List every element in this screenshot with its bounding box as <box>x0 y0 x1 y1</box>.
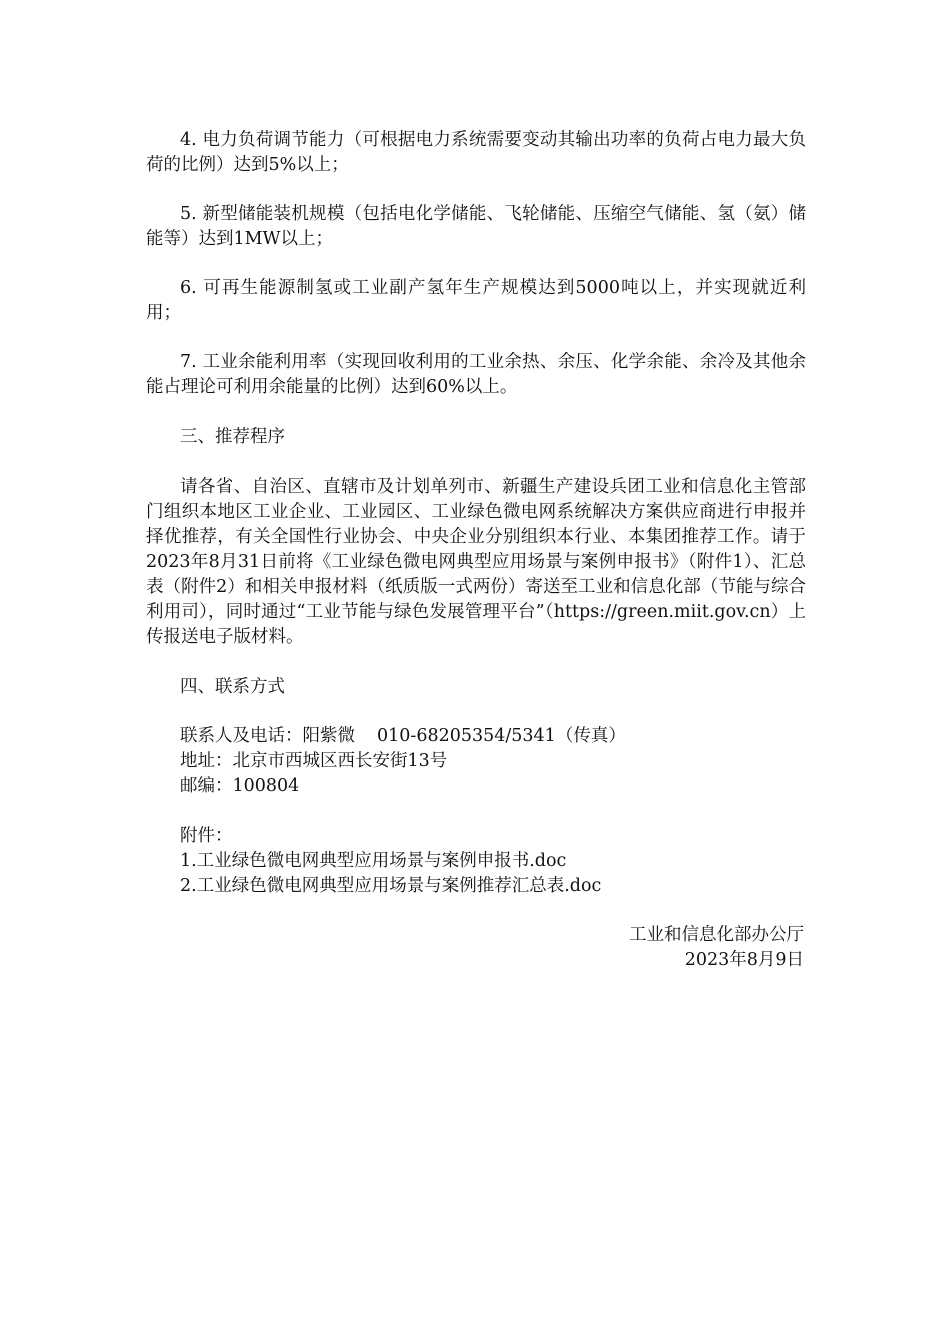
attachment-file-2[interactable]: 2.工业绿色微电网典型应用场景与案例推荐汇总表.doc <box>180 876 602 896</box>
procedure-paragraph: 请各省、自治区、直辖市及计划单列市、新疆生产建设兵团工业和信息化主管部门组织本地区工业企业、工业园区、工业绿色微电网系统解决方案供应商进行申报并择优推荐，有关全国性行业协会、中央企业分别组织本行业、本集团推荐工作。请于2023年8月31日前将《工业绿色微电网典型应用场景与案例申报书》（附件1）、汇总表（附件2）和相关申报材料（纸质版一式两份）寄送至工业和信息化部（节能与综合利用司），同时通过“工业节能与绿色发展管理平台”（https://green.miit.gov.cn）上传报送电子版材料。 <box>146 477 806 647</box>
requirement-item-5: 5. 新型储能装机规模（包括电化学储能、飞轮储能、压缩空气储能、氢（氨）储能等）达到1MW以上； <box>146 204 806 249</box>
attachment-file-1[interactable]: 1.工业绿色微电网典型应用场景与案例申报书.doc <box>180 851 567 871</box>
contact-postcode: 邮编：100804 <box>180 776 300 796</box>
requirement-item-7: 7. 工业余能利用率（实现回收利用的工业余热、余压、化学余能、余冷及其他余能占理论可利用余能量的比例）达到60%以上。 <box>146 352 806 397</box>
contact-person: 联系人及电话：阳紫微 <box>180 726 355 746</box>
contact-phone: 010-68205354/5341（传真） <box>377 726 626 746</box>
requirement-item-6: 6. 可再生能源制氢或工业副产氢年生产规模达到5000吨以上，并实现就近利用； <box>146 278 806 323</box>
signature-organization: 工业和信息化部办公厅 <box>629 925 804 945</box>
contact-person-line <box>180 724 626 749</box>
section-heading-contact: 四、联系方式 <box>180 677 285 697</box>
contact-address: 地址：北京市西城区西长安街13号 <box>180 751 448 771</box>
section-heading-procedure: 三、推荐程序 <box>180 427 285 447</box>
signature-date: 2023年8月9日 <box>684 950 804 970</box>
attachments-label: 附件： <box>180 826 233 846</box>
requirement-item-4: 4. 电力负荷调节能力（可根据电力系统需要变动其输出功率的负荷占电力最大负荷的比例）达到5%以上； <box>146 130 806 175</box>
